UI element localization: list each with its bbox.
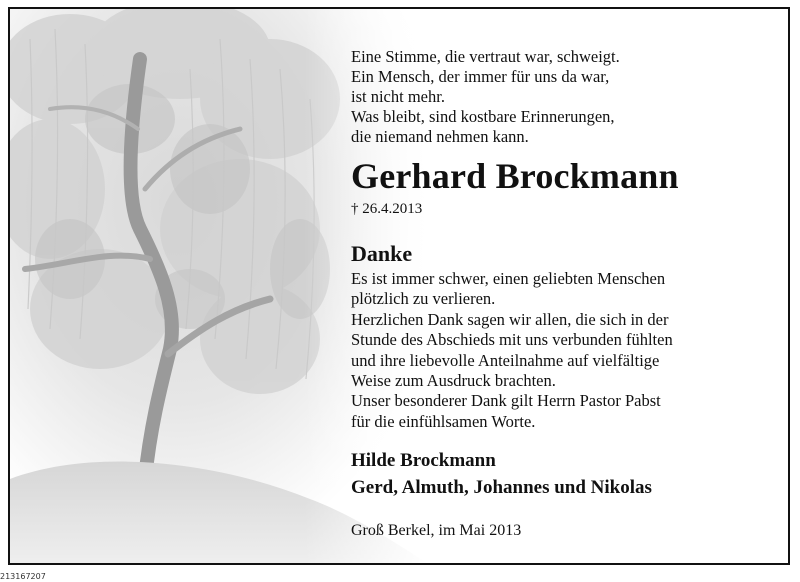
thanks-line: Stunde des Abschieds mit uns verbunden fühlten: [351, 330, 673, 350]
verse-line: ist nicht mehr.: [351, 87, 445, 106]
death-date: † 26.4.2013: [351, 201, 423, 217]
thanks-text: [351, 269, 673, 432]
verse-line: Was bleibt, sind kostbare Erinnerungen,: [351, 107, 615, 126]
thanks-line: Unser besonderer Dank gilt Herrn Pastor Pabst: [351, 391, 661, 411]
thanks-line: Herzlichen Dank sagen wir allen, die sich in der: [351, 309, 669, 329]
signer-name: Hilde Brockmann: [351, 450, 496, 471]
thanks-heading: Danke: [351, 241, 413, 266]
signers: [351, 447, 652, 501]
thanks-line: Weise zum Ausdruck brachten.: [351, 371, 556, 391]
ad-id: 213167207: [0, 572, 46, 581]
thanks-line: für die einfühlsamen Worte.: [351, 411, 536, 431]
verse-line: die niemand nehmen kann.: [351, 127, 529, 146]
thanks-line: plötzlich zu verlieren.: [351, 289, 496, 309]
signer-name: Gerd, Almuth, Johannes und Nikolas: [351, 477, 652, 498]
place-date: Groß Berkel, im Mai 2013: [351, 522, 522, 539]
verse-line: Eine Stimme, die vertraut war, schweigt.: [351, 47, 620, 66]
deceased-name: Gerhard Brockmann: [351, 156, 679, 196]
thanks-line: und ihre liebevolle Anteilnahme auf vielfältige: [351, 350, 660, 370]
thanks-line: Es ist immer schwer, einen geliebten Menschen: [351, 269, 666, 288]
obituary-card: [8, 7, 790, 565]
verse-line: Ein Mensch, der immer für uns da war,: [351, 67, 610, 86]
verse: [351, 47, 620, 147]
